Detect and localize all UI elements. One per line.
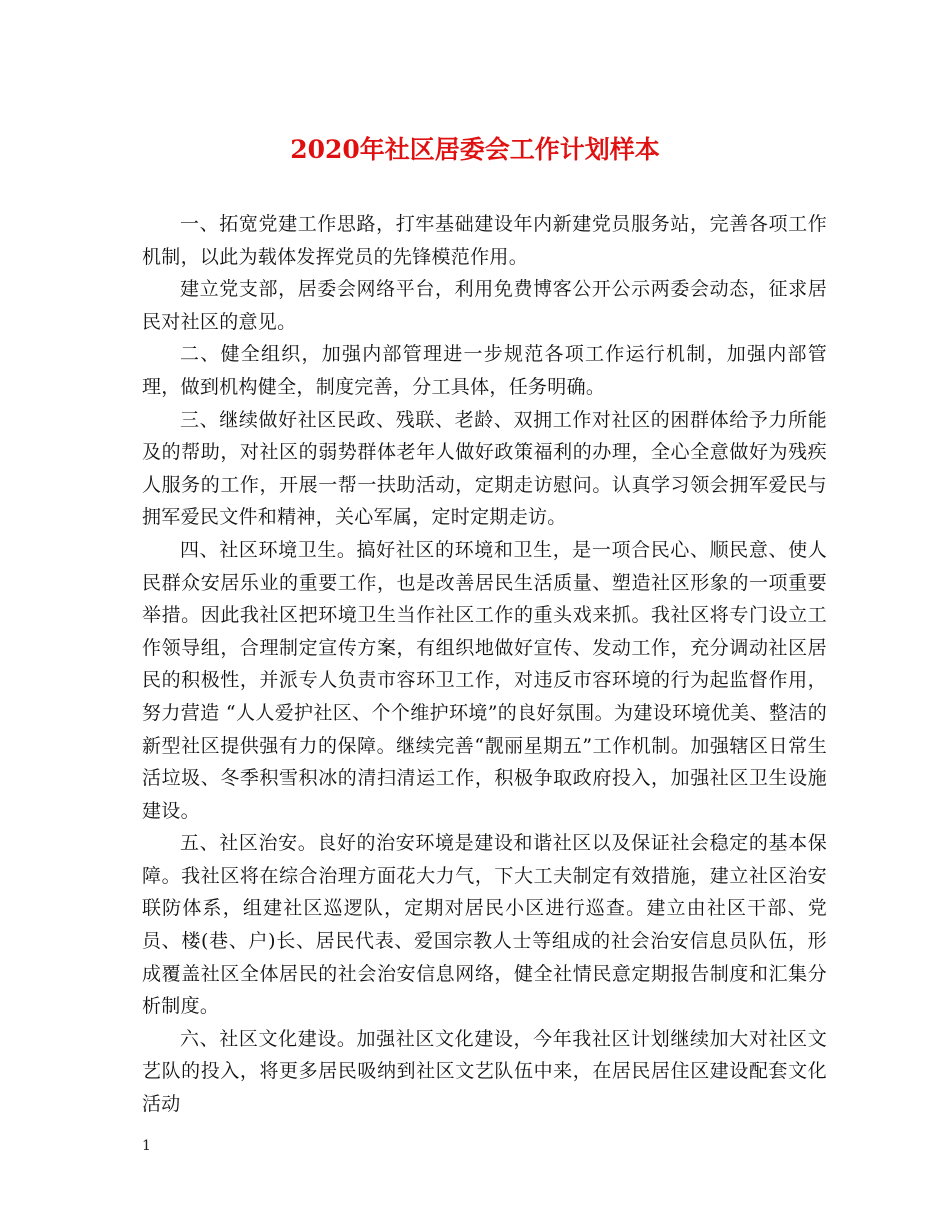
paragraph-organization: 二、健全组织，加强内部管理进一步规范各项工作运行机制，加强内部管理，做到机构健全，制度完善，分工具体，任务明确。	[142, 343, 827, 398]
paragraph-culture: 六、社区文化建设。加强社区文化建设，今年我社区计划继续加大对社区文艺队的投入，将更多居民吸纳到社区文艺队伍中来，在居民居住区建设配套文化活动	[142, 1027, 827, 1116]
paragraph-party-building: 一、拓宽党建工作思路，打牢基础建设年内新建党员服务站，完善各项工作机制，以此为载体发挥党员的先锋模范作用。	[142, 213, 827, 268]
paragraph-party-branch: 建立党支部，居委会网络平台，利用免费博客公开公示两委会动态，征求居民对社区的意见。	[142, 278, 827, 333]
paragraph-public-security: 五、社区治安。良好的治安环境是建设和谐社区以及保证社会稳定的基本保障。我社区将在综合治理方面花大力气，下大工夫制定有效措施，建立社区治安联防体系，组建社区巡逻队，定期对居民小区进行巡查。建立由社区干部、党员、楼(巷、户)长、居民代表、爱国宗教人士等组成的社会治安信息员队伍，形成覆盖社区全体居民的社会治安信息网络，健全社情民意定期报告制度和汇集分析制度。	[142, 832, 827, 1018]
document-body	[142, 208, 827, 1121]
paragraph-environment: 四、社区环境卫生。搞好社区的环境和卫生，是一项合民心、顺民意、使人民群众安居乐业的重要工作，也是改善居民生活质量、塑造社区形象的一项重要举措。因此我社区把环境卫生当作社区工作的重头戏来抓。我社区将专门设立工作领导组，合理制定宣传方案，有组织地做好宣传、发动工作，充分调动社区居民的积极性，并派专人负责市容环卫工作，对违反市容环境的行为起监督作用，努力营造 “人人爱护社区、个个维护环境”的良好氛围。为建设环境优美、整洁的新型社区提供强有力的保障。继续完善“靓丽星期五”工作机制。加强辖区日常生活垃圾、冬季积雪积冰的清扫清运工作，积极争取政府投入，加强社区卫生设施建设。	[142, 538, 827, 822]
paragraph-civil-affairs: 三、继续做好社区民政、残联、老龄、双拥工作对社区的困群体给予力所能及的帮助，对社区的弱势群体老年人做好政策福利的办理，全心全意做好为残疾人服务的工作，开展一帮一扶助活动，定期走访慰问。认真学习领会拥军爱民与拥军爱民文件和精神，关心军属，定时定期走访。	[142, 408, 827, 529]
page-number: 1	[142, 1138, 151, 1154]
document-title: 2020年社区居委会工作计划样本	[290, 135, 660, 164]
